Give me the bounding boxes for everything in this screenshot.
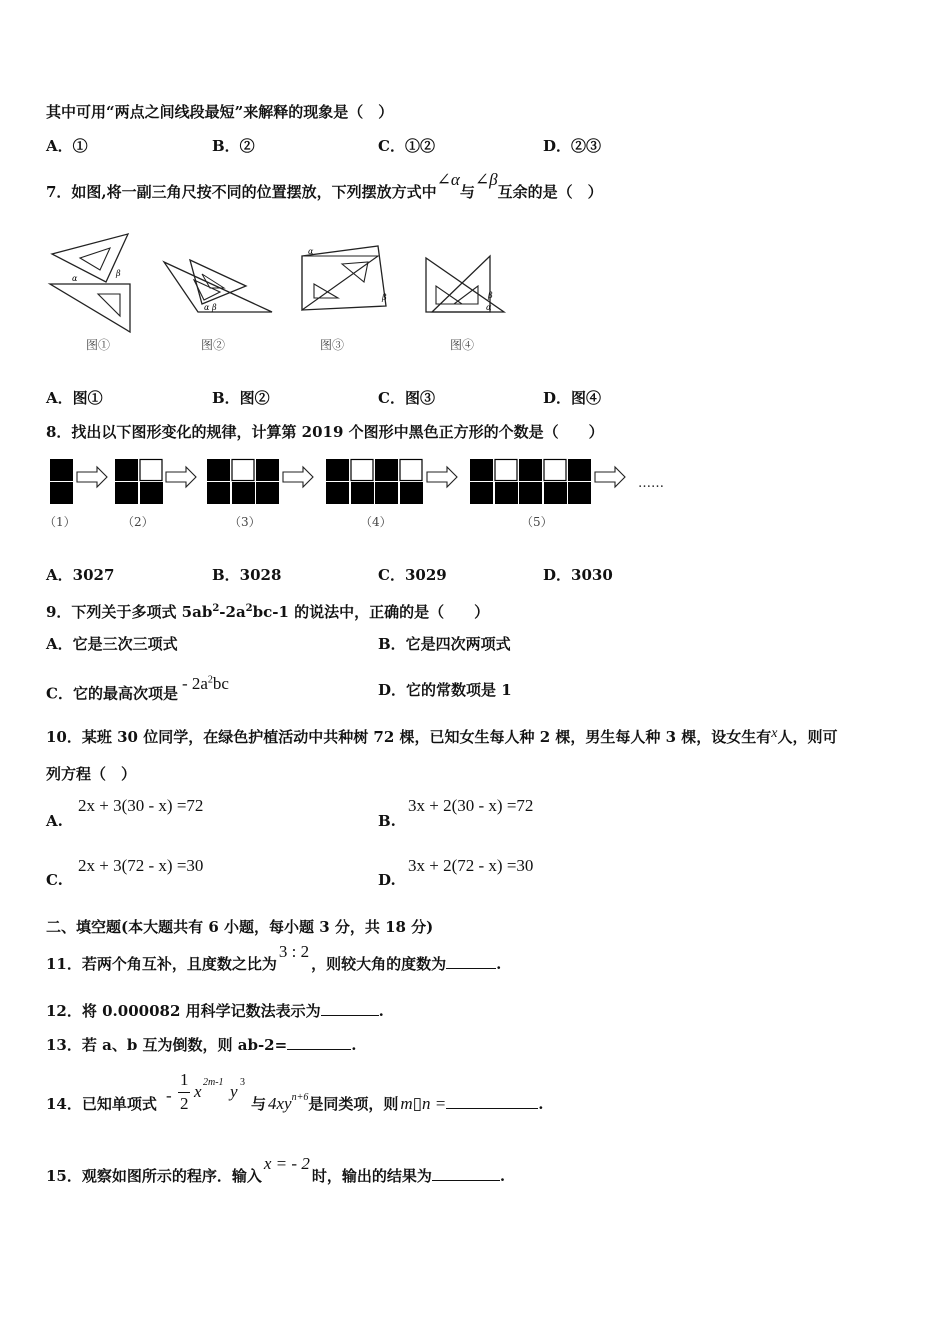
q7-stem-mid: 与	[459, 183, 475, 201]
q7-fig-caption-4: 图④	[450, 338, 475, 352]
q14-frac-num: 1	[180, 1070, 189, 1089]
q14-end: .	[538, 1095, 544, 1113]
q8-pattern-1	[50, 459, 73, 504]
q8-arrow-3	[283, 467, 313, 487]
q6-option-a[interactable]: A．①	[46, 137, 88, 155]
q7-figure-4	[420, 250, 512, 318]
q7-fig4-alpha: α	[486, 303, 492, 312]
q8-ellipsis: ……	[638, 476, 664, 491]
q8-arrow-4	[427, 467, 457, 487]
q9-option-c-math	[182, 674, 229, 693]
q14-exp-1: 2m-1	[203, 1077, 224, 1088]
q8-caption-2: （2）	[122, 515, 154, 529]
q9-stem	[46, 599, 489, 622]
q7-stem-pre: 7．如图,将一副三角尺按不同的位置摆放，下列摆放方式中	[46, 183, 437, 201]
q8-caption-5: （5）	[521, 515, 553, 529]
q7-option-c[interactable]: C．图③	[378, 389, 435, 407]
q14-exp-2: 3	[240, 1077, 245, 1088]
q7-option-d[interactable]: D．图④	[543, 389, 602, 407]
q7-fig4-beta: β	[488, 291, 493, 300]
q14-term-2: 4xy	[268, 1094, 292, 1113]
q7-option-a[interactable]: A．图①	[46, 389, 103, 407]
q15	[46, 1154, 506, 1186]
q15-post: 时，输出的结果为	[311, 1167, 432, 1185]
q14-monomial-1	[166, 1070, 256, 1120]
q10-option-d-label[interactable]: D.	[378, 871, 396, 889]
q14-x: x	[194, 1082, 202, 1101]
q8-option-a[interactable]: A．3027	[46, 566, 115, 584]
q7-fig2-beta: β	[212, 303, 217, 312]
q14-mid: 与	[251, 1095, 267, 1113]
q11-end: .	[496, 955, 502, 973]
q8-arrow-1	[77, 467, 107, 487]
section-2-title: 二、填空题(本大题共有 6 小题，每小题 3 分，共 18 分)	[46, 918, 434, 936]
q6-stem: 其中可用“两点之间线段最短”来解释的现象是（ ）	[46, 103, 394, 121]
q9-sup-1: 2	[212, 603, 220, 614]
q7-alpha: ∠α	[436, 170, 460, 189]
q9-option-d[interactable]: D．它的常数项是 1	[378, 681, 512, 699]
q10-var: x	[771, 726, 778, 741]
q11-pre: 11．若两个角互补，且度数之比为	[46, 955, 277, 973]
q7-fig1-alpha: α	[72, 274, 78, 283]
q8-pattern	[46, 456, 686, 506]
q10-option-b-label[interactable]: B.	[378, 812, 396, 830]
q14-frac-den: 2	[180, 1094, 189, 1113]
q7-fig3-alpha: α	[308, 247, 314, 256]
q9-stem-post: bc-1 的说法中，正确的是（ ）	[252, 603, 490, 621]
q8-caption-4: （4）	[360, 515, 392, 529]
q13	[46, 1035, 356, 1055]
q11-post: ，则较大角的度数为	[311, 955, 447, 973]
q7-fig-caption-1: 图①	[86, 338, 111, 352]
q14-exp-3: n+6	[291, 1092, 309, 1103]
q15-answer-blank[interactable]	[432, 1166, 500, 1181]
q9-option-a[interactable]: A．它是三次三项式	[46, 635, 178, 653]
q8-option-b[interactable]: B．3028	[212, 566, 282, 584]
q10-stem-line1	[46, 727, 838, 749]
q7-figure-3	[296, 240, 396, 320]
q14-pre: 14．已知单项式	[46, 1095, 157, 1113]
q11	[46, 942, 502, 974]
q13-pre: 13．若 a、b 互为倒数，则 ab-2=	[46, 1036, 288, 1054]
q10-stem-pre: 10．某班 30 位同学，在绿色护植活动中共种树 72 棵，已知女生每人种 2 棵，男生每人种 3 棵，设女生有	[46, 728, 772, 746]
q14-y: y	[230, 1082, 238, 1101]
q8-pattern-2	[115, 459, 163, 504]
q6-option-b[interactable]: B．②	[212, 137, 255, 155]
q8-arrow-5	[595, 467, 625, 487]
q9-option-c-label: C．它的最高次项是	[46, 684, 178, 703]
q12-end: .	[378, 1002, 384, 1020]
q7-fig2-alpha: α	[204, 303, 210, 312]
q14-mn: m▯n =	[400, 1094, 447, 1113]
q14-sign: -	[166, 1086, 172, 1105]
q8-arrow-2	[166, 467, 196, 487]
q7-figure-1	[44, 228, 144, 340]
q8-option-d[interactable]: D．3030	[543, 566, 613, 584]
q9-c-math-sup: 2	[207, 674, 213, 685]
q13-end: .	[351, 1036, 357, 1054]
q12	[46, 1001, 384, 1021]
q15-pre: 15．观察如图所示的程序．输入	[46, 1167, 262, 1185]
q9-c-math-post: bc	[212, 673, 229, 693]
q10-option-c-label[interactable]: C.	[46, 871, 63, 889]
q14-rest	[251, 1094, 543, 1117]
q9-c-math-pre: - 2a	[181, 673, 208, 693]
q7-fig-caption-3: 图③	[320, 338, 345, 352]
q10-stem-post: 人，则可	[777, 728, 838, 746]
q10-option-c-eq: 2x + 3(72 - x) =30	[78, 856, 204, 875]
q13-answer-blank[interactable]	[287, 1035, 351, 1050]
q10-option-a-eq: 2x + 3(30 - x) =72	[78, 796, 204, 815]
q10-option-d-eq: 3x + 2(72 - x) =30	[408, 856, 534, 875]
q9-option-b[interactable]: B．它是四次两项式	[378, 635, 511, 653]
q10-option-a-label[interactable]: A.	[46, 812, 63, 830]
q6-option-d[interactable]: D．②③	[543, 137, 602, 155]
q7-stem-post: 互余的是（ ）	[497, 183, 603, 201]
q7-figure-2	[160, 250, 276, 318]
q8-option-c[interactable]: C．3029	[378, 566, 447, 584]
q14-answer-blank[interactable]	[446, 1094, 538, 1109]
q7-fig-caption-2: 图②	[201, 338, 226, 352]
q11-ratio: 3 : 2	[278, 942, 310, 961]
q7-option-b[interactable]: B．图②	[212, 389, 270, 407]
q14-post: 是同类项，则	[308, 1095, 399, 1113]
q7-stem	[46, 170, 603, 202]
q8-stem: 8．找出以下图形变化的规律，计算第 2019 个图形中黑色正方形的个数是（ ）	[46, 423, 604, 441]
q8-caption-3: （3）	[229, 515, 261, 529]
q14-frac-bar	[178, 1092, 190, 1093]
q15-xval: x = - 2	[263, 1154, 310, 1173]
q9-sup-2: 2	[245, 603, 253, 614]
q7-fig3-beta: β	[382, 293, 387, 302]
q11-answer-blank[interactable]	[446, 954, 496, 969]
q8-pattern-5	[470, 459, 591, 504]
q9-option-c[interactable]	[46, 673, 229, 704]
q10-option-b-eq: 3x + 2(30 - x) =72	[408, 796, 534, 815]
q7-beta: ∠β	[474, 170, 498, 189]
q9-stem-mid: -2a	[219, 603, 246, 621]
q12-pre: 12．将 0.000082 用科学记数法表示为	[46, 1002, 321, 1020]
q8-caption-1: （1）	[44, 515, 76, 529]
q6-option-c[interactable]: C．①②	[378, 137, 435, 155]
q7-fig1-beta: β	[116, 269, 121, 278]
q9-stem-pre: 9．下列关于多项式 5ab	[46, 603, 213, 621]
q8-pattern-4	[326, 459, 423, 504]
q10-stem-line2: 列方程（ ）	[46, 765, 137, 783]
q15-end: .	[499, 1167, 506, 1185]
q8-pattern-3	[207, 459, 279, 504]
q12-answer-blank[interactable]	[321, 1001, 379, 1016]
